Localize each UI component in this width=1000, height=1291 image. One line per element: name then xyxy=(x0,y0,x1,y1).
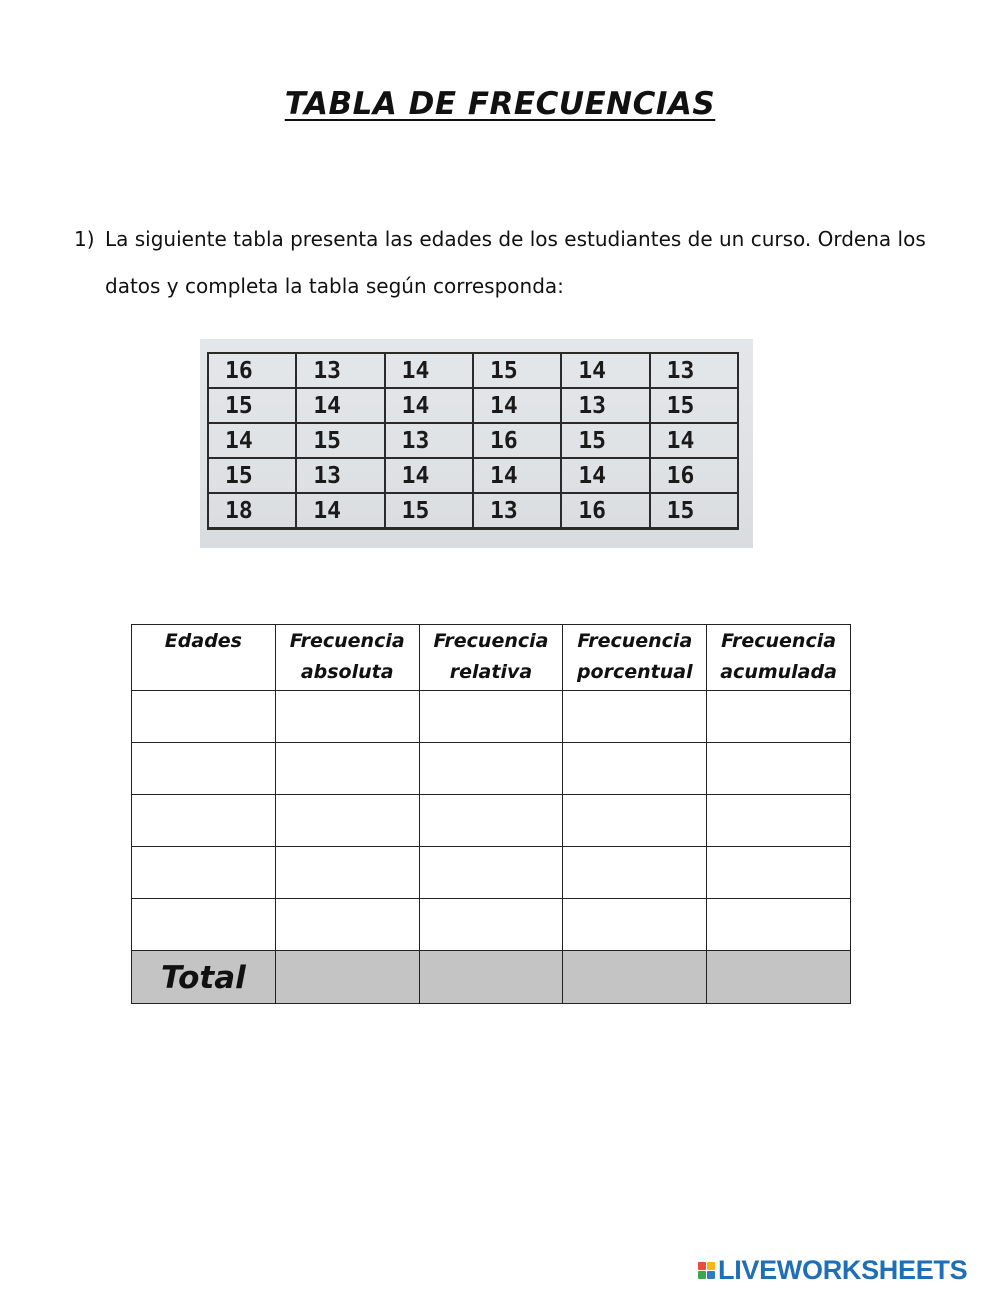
answer-cell-porcentual[interactable] xyxy=(563,795,707,847)
total-cell-acumulada[interactable] xyxy=(707,951,851,1004)
answer-cell-absoluta[interactable] xyxy=(275,795,419,847)
data-cell: 14 xyxy=(473,458,561,493)
answer-cell-absoluta[interactable] xyxy=(275,743,419,795)
data-cell: 15 xyxy=(296,423,384,458)
data-cell: 13 xyxy=(385,423,473,458)
data-cell: 15 xyxy=(208,458,296,493)
answer-cell-porcentual[interactable] xyxy=(563,743,707,795)
answer-cell-edad[interactable] xyxy=(132,795,276,847)
header-line: Frecuencia xyxy=(433,630,549,652)
answer-cell-porcentual[interactable] xyxy=(563,691,707,743)
header-line: relativa xyxy=(449,661,533,683)
answer-cell-edad[interactable] xyxy=(132,691,276,743)
answer-cell-relativa[interactable] xyxy=(419,691,563,743)
header-frecuencia-acumulada xyxy=(707,625,851,691)
answer-cell-relativa[interactable] xyxy=(419,743,563,795)
logo-square-green xyxy=(698,1271,706,1279)
answer-cell-acumulada[interactable] xyxy=(707,691,851,743)
data-cell: 16 xyxy=(473,423,561,458)
data-cell: 14 xyxy=(385,388,473,423)
data-cell: 13 xyxy=(296,353,384,388)
header-line: Frecuencia xyxy=(577,630,693,652)
data-cell: 16 xyxy=(650,458,738,493)
answer-cell-relativa[interactable] xyxy=(419,847,563,899)
table-row xyxy=(132,847,851,899)
data-cell: 14 xyxy=(561,458,649,493)
liveworksheets-logo-icon xyxy=(698,1262,715,1279)
data-cell: 14 xyxy=(296,388,384,423)
data-cell: 16 xyxy=(208,353,296,388)
total-cell-relativa[interactable] xyxy=(419,951,563,1004)
data-grid-row xyxy=(208,353,738,388)
header-line: Frecuencia xyxy=(289,630,405,652)
answer-cell-absoluta[interactable] xyxy=(275,847,419,899)
data-cell: 15 xyxy=(561,423,649,458)
data-photo xyxy=(200,339,753,548)
answer-cell-acumulada[interactable] xyxy=(707,847,851,899)
data-cell: 15 xyxy=(208,388,296,423)
total-row xyxy=(132,951,851,1004)
ages-data-grid xyxy=(207,352,739,530)
header-frecuencia-relativa xyxy=(419,625,563,691)
data-grid-row xyxy=(208,493,738,529)
data-cell: 13 xyxy=(473,493,561,529)
data-cell: 15 xyxy=(473,353,561,388)
total-label: Total xyxy=(132,951,276,1004)
frequency-table-header-row xyxy=(132,625,851,691)
header-frecuencia-absoluta xyxy=(275,625,419,691)
brand-footer xyxy=(698,1255,967,1286)
total-cell-absoluta[interactable] xyxy=(275,951,419,1004)
data-cell: 14 xyxy=(473,388,561,423)
answer-cell-acumulada[interactable] xyxy=(707,743,851,795)
data-cell: 13 xyxy=(561,388,649,423)
table-row xyxy=(132,795,851,847)
data-cell: 15 xyxy=(385,493,473,529)
data-cell: 14 xyxy=(561,353,649,388)
brand-name: LIVEWORKSHEETS xyxy=(718,1255,968,1285)
answer-cell-edad[interactable] xyxy=(132,847,276,899)
answer-cell-edad[interactable] xyxy=(132,899,276,951)
data-cell: 15 xyxy=(650,493,738,529)
answer-cell-edad[interactable] xyxy=(132,743,276,795)
answer-cell-absoluta[interactable] xyxy=(275,691,419,743)
data-cell: 14 xyxy=(296,493,384,529)
data-cell: 14 xyxy=(650,423,738,458)
header-line: absoluta xyxy=(300,661,394,683)
instruction xyxy=(74,216,954,310)
header-line: acumulada xyxy=(720,661,837,683)
instruction-number: 1) xyxy=(74,227,95,251)
answer-cell-porcentual[interactable] xyxy=(563,847,707,899)
table-row xyxy=(132,691,851,743)
frequency-table xyxy=(131,624,851,1004)
data-grid-row xyxy=(208,458,738,493)
header-edades xyxy=(132,625,276,691)
data-cell: 16 xyxy=(561,493,649,529)
answer-cell-relativa[interactable] xyxy=(419,899,563,951)
data-cell: 14 xyxy=(385,353,473,388)
logo-square-blue xyxy=(707,1271,715,1279)
data-cell: 13 xyxy=(296,458,384,493)
data-cell: 13 xyxy=(650,353,738,388)
page-title: TABLA DE FRECUENCIAS xyxy=(284,86,716,122)
data-grid-row xyxy=(208,423,738,458)
data-cell: 14 xyxy=(208,423,296,458)
total-cell-porcentual[interactable] xyxy=(563,951,707,1004)
table-row xyxy=(132,743,851,795)
data-cell: 14 xyxy=(385,458,473,493)
data-cell: 18 xyxy=(208,493,296,529)
answer-cell-absoluta[interactable] xyxy=(275,899,419,951)
answer-cell-acumulada[interactable] xyxy=(707,899,851,951)
data-cell: 15 xyxy=(650,388,738,423)
instruction-text: La siguiente tabla presenta las edades de los estudiantes de un curso. Ordena los datos y completa la tabla según corresponda: xyxy=(105,227,926,298)
header-line: Edades xyxy=(164,630,242,652)
header-line: Frecuencia xyxy=(721,630,837,652)
header-frecuencia-porcentual xyxy=(563,625,707,691)
logo-square-red xyxy=(698,1262,706,1270)
answer-cell-relativa[interactable] xyxy=(419,795,563,847)
logo-square-yellow xyxy=(707,1262,715,1270)
answer-cell-porcentual[interactable] xyxy=(563,899,707,951)
table-row xyxy=(132,899,851,951)
data-grid-row xyxy=(208,388,738,423)
header-line: porcentual xyxy=(576,661,693,683)
answer-cell-acumulada[interactable] xyxy=(707,795,851,847)
